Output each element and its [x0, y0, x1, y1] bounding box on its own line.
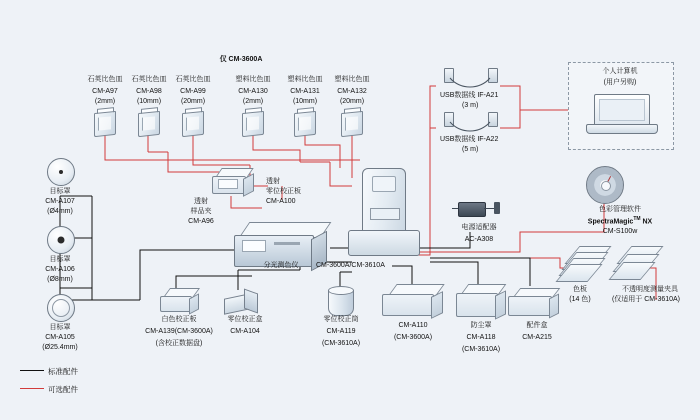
color-plate-line1: 色板: [573, 286, 587, 293]
software-tm: TM: [633, 216, 641, 222]
cell-label-6-size: (20mm): [339, 98, 365, 105]
cell-label-3-name: 石英比色皿: [175, 76, 211, 83]
target-mask-icon-1: [47, 158, 75, 186]
bottom-item-2-line2: CM-A104: [230, 328, 260, 335]
cell-label-2-size: (10mm): [136, 98, 162, 105]
bottom-item-5-line2: CM-A118: [466, 334, 496, 341]
usb-length-1: (3 m): [462, 102, 479, 109]
cuvette-icon-4: [242, 108, 264, 136]
opacity-jig-icon: [612, 246, 658, 286]
transmission-zero-line1: 透射: [266, 178, 280, 185]
cell-label-5-model: CM-A131: [290, 88, 320, 95]
software-label-line1: 色彩管理软件: [599, 206, 641, 213]
dust-cover-icon-2: [456, 284, 508, 318]
cell-label-3-model: CM-A99: [180, 88, 206, 95]
bottom-item-6-line1: 配件盒: [526, 322, 548, 329]
legend-optional-label: 可选配件: [48, 385, 78, 394]
color-plate-stack-icon: [560, 246, 606, 286]
cuvette-icon-2: [138, 108, 160, 136]
cell-label-6-name: 塑料比色皿: [334, 76, 370, 83]
software-name: SpectraMagic: [587, 218, 634, 226]
cell-label-6-model: CM-A132: [337, 88, 367, 95]
instrument-right-model: CM-3600A/CM-3610A: [316, 262, 385, 269]
zero-cal-box-icon: [224, 288, 258, 314]
cell-label-3-size: (20mm): [180, 98, 206, 105]
usb-length-2: (5 m): [462, 146, 479, 153]
accessory-case-icon: [508, 288, 560, 318]
bottom-item-3-line2: CM-A119: [326, 328, 356, 335]
bottom-item-4-line2: (CM-3600A): [393, 334, 433, 341]
usb-label-2: USB数据线 IF-A22: [440, 136, 499, 143]
legend-optional: [20, 384, 78, 395]
transmission-zero-line3: CM-A100: [266, 198, 296, 205]
zero-cal-cylinder-icon: [328, 286, 354, 318]
laptop-icon: [586, 94, 656, 138]
cell-label-1-size: (2mm): [94, 98, 116, 105]
opacity-jig-line1: 不透明度测量夹具: [622, 286, 678, 293]
legend-standard-label: 标准配件: [48, 367, 78, 376]
ac-adapter-icon: [452, 196, 500, 222]
opacity-jig-line2: (仅适用于 CM-3610A): [611, 296, 681, 303]
white-cal-plate-icon: [160, 288, 200, 314]
software-label-line3: CM-S100w: [602, 228, 638, 235]
bottom-item-5-line1: 防尘罩: [470, 322, 492, 329]
target-mask-2-line1: 目标罩: [49, 256, 71, 263]
computer-label-line1: 个人计算机: [602, 68, 638, 75]
cuvette-icon-6: [341, 108, 363, 136]
target-mask-3-line2: CM-A105: [45, 334, 75, 341]
target-mask-3-line3: (Ø25.4mm): [42, 344, 78, 351]
dust-cover-icon-1: [382, 284, 444, 318]
bottom-item-4-line1: CM-A110: [398, 322, 428, 329]
bottom-item-3-line3: (CM-3610A): [321, 340, 361, 347]
target-mask-icon-3: [47, 294, 75, 322]
cell-label-4-size: (2mm): [242, 98, 264, 105]
bottom-item-2-line1: 零位校正盒: [227, 316, 263, 323]
legend-line-black: [20, 370, 44, 371]
ac-adapter-line1: 电源适配器: [461, 224, 497, 231]
target-mask-3-line1: 目标罩: [49, 324, 71, 331]
cell-label-2-model: CM-A98: [136, 88, 162, 95]
cell-label-5-name: 塑料比色皿: [287, 76, 323, 83]
cuvette-icon-3: [182, 108, 204, 136]
target-mask-2-line2: CM-A106: [45, 266, 75, 273]
bottom-item-3-line1: 零位校正筒: [323, 316, 359, 323]
instrument-left-line1: 分光测色仪: [263, 262, 299, 269]
software-disc-icon: [586, 166, 624, 204]
ac-adapter-line2: AC-A308: [464, 236, 494, 243]
target-mask-icon-2: [47, 226, 75, 254]
target-mask-1-line3: (Ø4mm): [47, 208, 73, 215]
bottom-item-1-line2: CM-A139(CM-3600A): [145, 328, 213, 335]
legend-standard: [20, 366, 78, 377]
legend-line-red: [20, 388, 44, 389]
cell-label-1-model: CM-A97: [92, 88, 118, 95]
bottom-item-1-line1: 白色校正板: [161, 316, 197, 323]
bottom-item-6-line2: CM-A215: [522, 334, 552, 341]
transmission-holder-line3: CM-A96: [188, 218, 214, 225]
note-only-cm3600a: 仅 CM-3600A: [219, 56, 263, 63]
transmission-holder-line1: 透射: [194, 198, 208, 205]
transmission-holder-icon: [210, 168, 256, 198]
bottom-item-5-line3: (CM-3610A): [461, 346, 501, 353]
transmission-holder-line2: 样品夹: [190, 208, 212, 215]
transmission-zero-line2: 零位校正板: [266, 188, 301, 195]
cell-label-4-name: 塑料比色皿: [235, 76, 271, 83]
cell-label-2-name: 石英比色皿: [131, 76, 167, 83]
cell-label-5-size: (10mm): [292, 98, 318, 105]
software-label-line2: [560, 216, 680, 227]
target-mask-1-line2: CM-A107: [45, 198, 75, 205]
spectrophotometer-icon: [348, 168, 418, 260]
cell-label-1-name: 石英比色皿: [87, 76, 123, 83]
cuvette-icon-1: [94, 108, 116, 136]
bottom-item-1-line3: (含校正数据盘): [155, 340, 203, 347]
cell-label-4-model: CM-A130: [238, 88, 268, 95]
target-mask-1-line1: 目标罩: [49, 188, 71, 195]
cuvette-icon-5: [294, 108, 316, 136]
computer-label-line2: (用户另购): [603, 79, 637, 86]
software-suffix: NX: [640, 218, 653, 226]
color-plate-line2: (14 色): [569, 296, 591, 303]
usb-label-1: USB数据线 IF-A21: [440, 92, 499, 99]
target-mask-2-line3: (Ø8mm): [47, 276, 73, 283]
